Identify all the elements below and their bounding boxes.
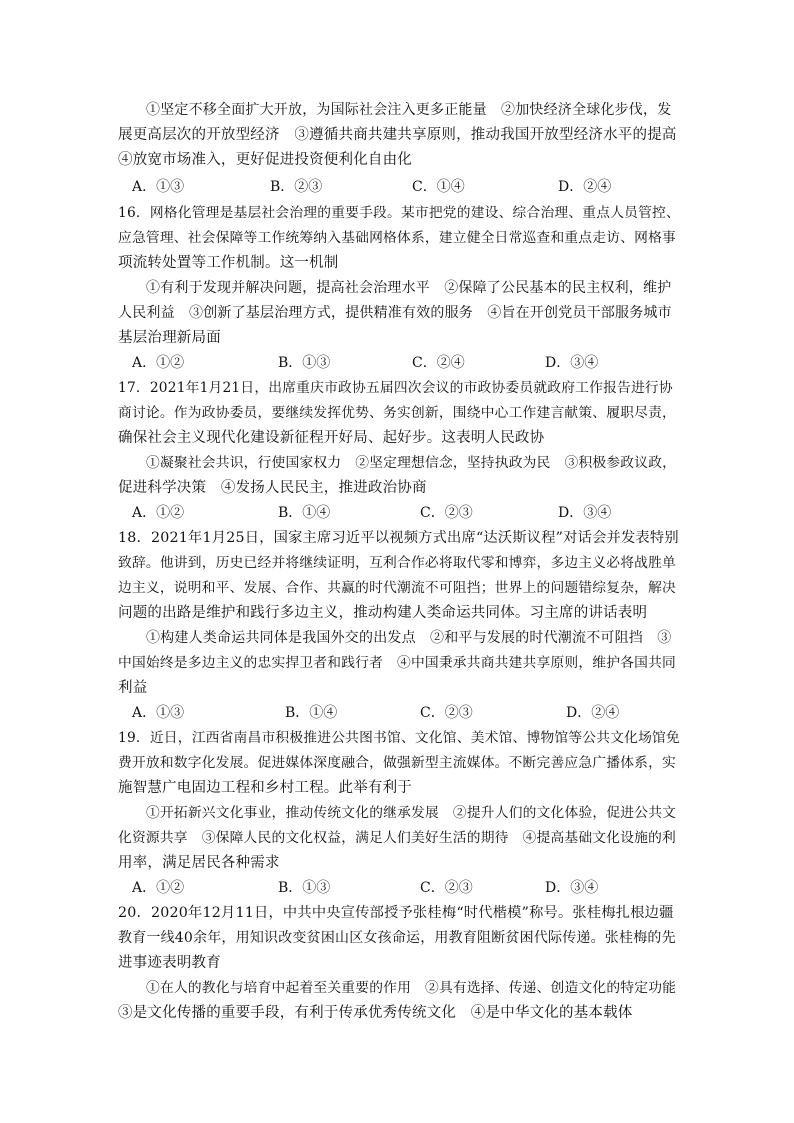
option-b[interactable]: B．①③ xyxy=(278,880,331,896)
option-d[interactable]: D．②④ xyxy=(566,705,620,721)
choice-line: 中国始终是多边主义的忠实捍卫者和践行者 ④中国秉承共商共建共享原则，维护各国共同 xyxy=(118,655,677,671)
choice-line: 人民利益 ③创新了基层治理方式，提供精准有效的服务 ④旨在开创党员干部服务城市 xyxy=(118,305,672,321)
option-c[interactable]: C．②③ xyxy=(420,880,473,896)
question-stem: 17．2021年1月21日，出席重庆市政协五届四次会议的市政协委员就政府工作报告进行协 xyxy=(118,380,673,396)
choice-line: 基层治理新局面 xyxy=(118,330,221,346)
question-stem: 致辞。他讲到，历史已经并将继续证明，互利合作必将取代零和博弈，多边主义必将战胜单 xyxy=(118,555,677,571)
question-stem: 费开放和数字化发展。促进媒体深度融合，做强新型主流媒体。不断完善应急广播体系，实 xyxy=(118,755,677,771)
question-stem: 边主义，说明和平、发展、合作、共赢的时代潮流不可阻挡；世界上的问题错综复杂，解决 xyxy=(118,580,677,596)
question-stem: 商讨论。作为政协委员，要继续发挥优势、务实创新，围绕中心工作建言献策、履职尽责， xyxy=(118,405,677,421)
question-stem: 20．2020年12月11日，中共中央宣传部授予张桂梅“时代楷模”称号。张桂梅扎根边疆 xyxy=(118,905,674,921)
option-c[interactable]: C．②③ xyxy=(420,705,473,721)
option-d[interactable]: D．③④ xyxy=(545,880,599,896)
option-c[interactable]: C．①④ xyxy=(412,179,465,195)
option-d[interactable]: D．②④ xyxy=(558,179,612,195)
choice-line: ①坚定不移全面扩大开放，为国际社会注入更多正能量 ②加快经济全球化步伐，发 xyxy=(146,102,672,118)
question-stem: 进事迹表明教育 xyxy=(118,955,221,971)
option-a[interactable]: A．①③ xyxy=(132,179,185,195)
option-a[interactable]: A．①② xyxy=(132,505,185,521)
choice-line: 利益 xyxy=(118,680,148,696)
choice-line: ①凝聚社会共识，行使国家权力 ②坚定理想信念，坚持执政为民 ③积极参政议政， xyxy=(146,455,677,471)
option-d[interactable]: D．③④ xyxy=(545,355,599,371)
choice-line: 促进科学决策 ④发扬人民民主，推进政治协商 xyxy=(118,480,427,496)
option-a[interactable]: A．①③ xyxy=(132,705,185,721)
question-stem: 施智慧广电固边工程和乡村工程。此举有利于 xyxy=(118,780,412,796)
option-d[interactable]: D．③④ xyxy=(558,505,612,521)
question-stem: 16．网格化管理是基层社会治理的重要手段。某市把党的建设、综合治理、重点人员管控、 xyxy=(118,205,680,221)
choice-line: ③是文化传播的重要手段，有利于传承优秀传统文化 ④是中华文化的基本载体 xyxy=(118,1005,633,1021)
option-b[interactable]: B．①④ xyxy=(278,505,331,521)
option-b[interactable]: B．①④ xyxy=(285,705,338,721)
choice-line: ④放宽市场准入，更好促进投资便利化自由化 xyxy=(118,152,412,168)
question-stem: 项流转处置等工作机制。这一机制 xyxy=(118,255,339,271)
question-stem: 确保社会主义现代化建设新征程开好局、起好步。这表明人民政协 xyxy=(118,430,545,446)
choice-line: 化资源共享 ③保障人民的文化权益，满足人们美好生活的期待 ④提高基础文化设施的利 xyxy=(118,830,677,846)
option-a[interactable]: A．①② xyxy=(132,880,185,896)
question-stem: 应急管理、社会保障等工作统筹纳入基础网格体系，建立健全日常巡查和重点走访、网格事 xyxy=(118,230,677,246)
option-c[interactable]: C．②③ xyxy=(420,505,473,521)
option-b[interactable]: B．①③ xyxy=(278,355,331,371)
choice-line: ①开拓新兴文化事业，推动传统文化的继承发展 ②提升人们的文化体验，促进公共文 xyxy=(146,805,677,821)
question-stem: 18．2021年1月25日，国家主席习近平以视频方式出席“达沃斯议程”对话会并发表特别 xyxy=(118,530,679,546)
choice-line: ①构建人类命运共同体是我国外交的出发点 ②和平与发展的时代潮流不可阻挡 ③ xyxy=(146,630,672,646)
question-stem: 问题的出路是维护和践行多边主义，推动构建人类命运共同体。习主席的讲话表明 xyxy=(118,605,648,621)
option-c[interactable]: C．②④ xyxy=(412,355,465,371)
question-stem: 教育一线40余年，用知识改变贫困山区女孩命运，用教育阻断贫困代际传递。张桂梅的先 xyxy=(118,930,676,946)
option-b[interactable]: B．②③ xyxy=(270,179,323,195)
question-stem: 19．近日，江西省南昌市积极推进公共图书馆、文化馆、美术馆、博物馆等公共文化场馆免 xyxy=(118,730,680,746)
option-a[interactable]: A．①② xyxy=(132,355,185,371)
choice-line: 展更高层次的开放型经济 ③遵循共商共建共享原则，推动我国开放型经济水平的提高 xyxy=(118,127,677,143)
choice-line: ①在人的教化与培育中起着至关重要的作用 ②具有选择、传递、创造文化的特定功能 xyxy=(146,980,677,996)
choice-line: 用率，满足居民各种需求 xyxy=(118,855,280,871)
choice-line: ①有利于发现并解决问题，提高社会治理水平 ②保障了公民基本的民主权利，维护 xyxy=(146,280,672,296)
